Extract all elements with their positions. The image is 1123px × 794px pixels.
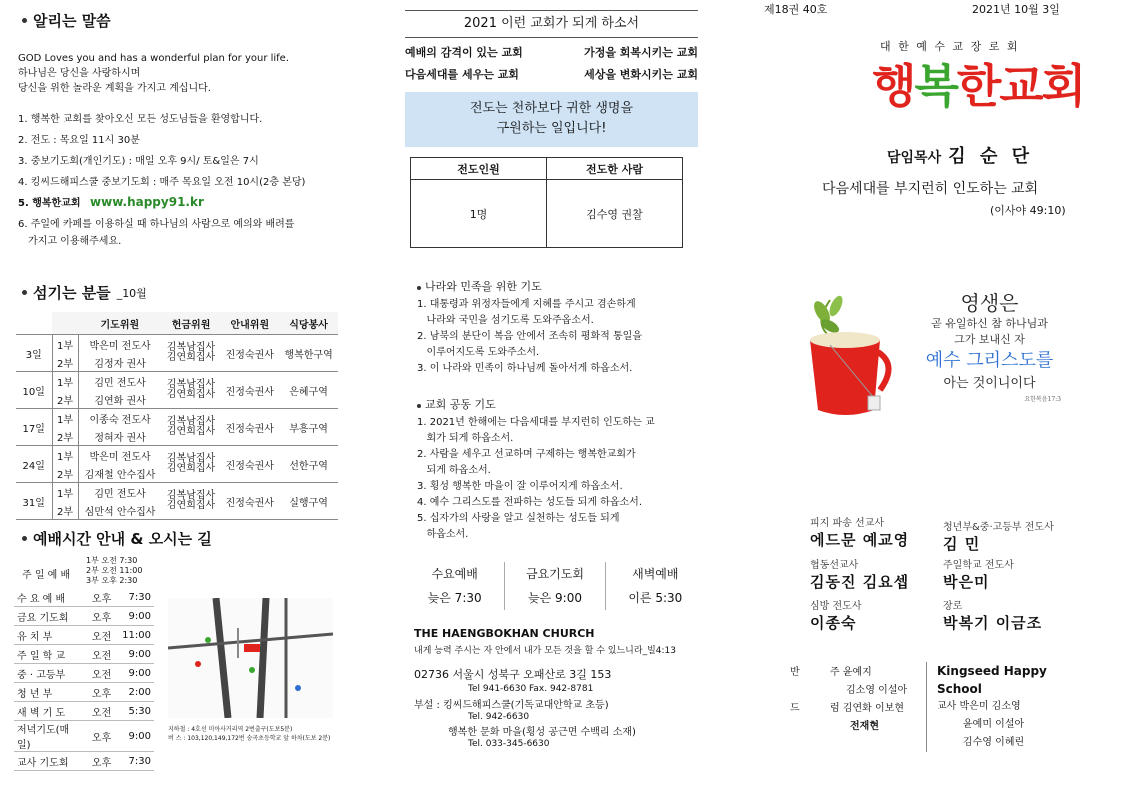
prayer-cell: 김민 전도사 (78, 483, 162, 502)
schedule-time: 5:30 (114, 702, 154, 721)
service-item (505, 562, 605, 610)
table-row (14, 752, 154, 771)
annex-phone: Tel. 033-345-6630 (468, 739, 550, 749)
prayer-cell: 김연화 권사 (94, 395, 146, 407)
staff-item: 장로 박복기 이금조 (943, 601, 1043, 632)
evangel-count: 1명 (411, 180, 547, 248)
offering-name: 김연희집사 (166, 352, 216, 363)
teacup-icon (800, 290, 900, 425)
usher-cell: 진정숙권사 (220, 483, 279, 520)
schedule-period: 오후 (78, 683, 114, 702)
greeting-line: 하나님은 당신을 사랑하시며 (18, 68, 141, 79)
service-name: 금요기도회 (526, 567, 584, 581)
offering-cell (162, 483, 221, 520)
sunday-part: 2부 오전 11:00 (86, 566, 143, 575)
schedule-time: 2:00 (114, 683, 154, 702)
service-name: 수요예배 (431, 567, 478, 581)
prayer-line: 나라와 국민을 섬기도록 도와주옵소서. (417, 315, 594, 326)
table-row (16, 483, 338, 502)
map-image (168, 598, 333, 718)
staff-item: 주일학교 전도사 박은미 (943, 560, 1014, 591)
issue-date: 2021년 10월 3일 (972, 3, 1060, 16)
school-line: 윤예미 이설아 (963, 719, 1025, 730)
prayer-line: 5. 십자가의 사랑을 알고 실천하는 성도들 되게 (417, 513, 620, 524)
staff-item: 청년부&중·고등부 전도사 김 민 (943, 522, 1054, 553)
band-line: 전재현 (850, 721, 879, 732)
church-prayer (417, 397, 707, 543)
kitchen-cell: 은혜구역 (279, 372, 338, 409)
prayer-cell: 김정자 권사 (94, 358, 146, 370)
part-cell: 1부 (52, 335, 78, 354)
notice-item: 1. 행복한 교회를 찾아오신 모든 성도님들을 환영합니다. (18, 114, 263, 125)
sunday-parts (86, 556, 142, 586)
table-row (14, 664, 154, 683)
service-item (405, 562, 505, 610)
annex-name: 행복한 문화 마을(횡성 공근면 수백리 소재) (448, 727, 636, 738)
annex-name: 킹씨드해피스쿨(기독교대안학교 초등) (443, 700, 609, 711)
table-row (16, 335, 338, 354)
schedule-period: 오후 (78, 721, 114, 752)
part-cell: 2부 (52, 501, 78, 520)
church-phone: Tel 941-6630 Fax. 942-8781 (468, 684, 594, 694)
banner-line: 전도는 천하보다 귀한 생명을 (469, 101, 634, 116)
prayer-line: 회가 되게 하옵소서. (417, 433, 514, 444)
schedule-period: 오전 (78, 702, 114, 721)
calligraphy-line: 곧 유일하신 참 하나님과 (931, 317, 1048, 330)
kitchen-cell: 부흥구역 (279, 409, 338, 446)
offering-name: 김복남집사 (166, 342, 216, 353)
servers-table (16, 312, 338, 520)
schedule-name: 주 일 학 교 (14, 645, 78, 664)
bullet-icon (22, 18, 27, 23)
schedule-time: 7:30 (114, 588, 154, 607)
prayer-cell: 김재철 안수집사 (84, 469, 156, 481)
calligraphy-verse (912, 290, 1067, 425)
prayer-cell: 박은미 전도사 (78, 335, 162, 354)
school-line: 김수영 이혜린 (963, 737, 1025, 748)
prayer-cell: 박은미 전도사 (78, 446, 162, 465)
pastor-name: 김 순 단 (948, 146, 1033, 167)
schedule-period: 오후 (78, 752, 114, 771)
annex-label: 부설 : (414, 700, 440, 711)
schedule-period: 오후 (78, 588, 114, 607)
denomination: 대 한 예 수 교 장 로 회 (880, 40, 1020, 53)
bible-verse: 내게 능력 주시는 자 안에서 내가 모든 것을 할 수 있느니라_빌4:13 (414, 646, 676, 656)
kitchen-cell: 행복한구역 (279, 335, 338, 372)
column-header: 안내위원 (220, 312, 279, 335)
schedule-period: 오전 (78, 645, 114, 664)
notice-item: 4. 킹씨드해피스쿨 중보기도회 : 매주 목요일 오전 10시(2층 본당) (18, 177, 306, 188)
prayer-line: 2. 남북의 분단이 복음 안에서 조속히 평화적 통일을 (417, 331, 642, 342)
part-cell: 1부 (52, 409, 78, 428)
schedule-name: 새 벽 기 도 (14, 702, 78, 721)
motto-title: 2021 이런 교회가 되게 하소서 (405, 10, 698, 38)
notice-item (18, 194, 338, 209)
notice-title: 알리는 말씀 (22, 10, 111, 31)
prayer-cell: 정혀자 권사 (94, 432, 146, 444)
service-times (405, 562, 705, 610)
band-members (790, 664, 925, 734)
greeting (18, 51, 289, 96)
table-row (16, 372, 338, 391)
worship-title: 예배시간 안내 & 오시는 길 (22, 528, 212, 549)
church-english-name: THE HAENGBOKHAN CHURCH (414, 627, 595, 640)
schedule-period: 오후 (78, 607, 114, 626)
offering-name: 김연희집사 (166, 500, 216, 511)
service-item (606, 562, 705, 610)
evangel-table (410, 157, 683, 248)
band-line: 럼 김연화 이보현 (830, 703, 904, 714)
church-contact (414, 627, 714, 749)
church-prayer-title: 교회 공동 기도 (417, 397, 707, 413)
week-cell: 24일 (16, 446, 52, 483)
schedule-name: 저녁기도(매일) (14, 721, 78, 752)
service-time: 늦은 7:30 (427, 591, 482, 605)
offering-name: 김연희집사 (166, 463, 216, 474)
school-title: Kingseed Happy School (937, 664, 1047, 696)
column-header: 전도한 사람 (547, 158, 683, 180)
school-line: 교사 박은미 김소영 (937, 701, 1021, 712)
motto-item: 다음세대를 세우는 교회 (405, 68, 519, 81)
offering-name: 김복남집사 (166, 416, 216, 427)
notice-item: 3. 중보기도회(개인기도) : 매일 오후 9시/ 토&일은 7시 (18, 156, 259, 167)
banner-line: 구원하는 일입니다! (496, 121, 607, 136)
offering-name: 김복남집사 (166, 490, 216, 501)
schedule-name: 금요 기도회 (14, 607, 78, 626)
church-logo (872, 56, 1084, 116)
week-cell: 17일 (16, 409, 52, 446)
motto-item: 세상을 변화시키는 교회 (584, 68, 698, 81)
notice-label: 5. 행복한교회 (18, 198, 81, 209)
bullet-icon (417, 404, 421, 408)
part-cell: 2부 (52, 353, 78, 372)
offering-cell (162, 409, 221, 446)
part-cell: 2부 (52, 464, 78, 483)
motto-item: 가정을 회복시키는 교회 (584, 46, 698, 59)
band-letter: 반 (790, 667, 800, 678)
nation-prayer-title: 나라와 민족을 위한 기도 (417, 279, 707, 295)
offering-name: 김연희집사 (166, 389, 216, 400)
week-cell: 10일 (16, 372, 52, 409)
sunday-label: 주 일 예 배 (22, 570, 71, 581)
part-cell: 1부 (52, 372, 78, 391)
pastor (887, 142, 1033, 168)
column-header: 기도위원 (78, 312, 162, 335)
prayer-line: 1. 대통령과 위정자들에게 지혜를 주시고 겸손하게 (417, 299, 636, 310)
prayer-line: 하옵소서. (417, 529, 469, 540)
prayer-cell: 김민 전도사 (78, 372, 162, 391)
table-row (14, 702, 154, 721)
map-caption (168, 725, 333, 743)
prayer-line: 3. 횡성 행복한 마을이 잘 이루어지게 하옵소서. (417, 481, 623, 492)
greeting-line: 당신을 위한 놀라운 계획을 가지고 계십니다. (18, 83, 211, 94)
calligraphy-reference: 요한복음17:3 (1024, 396, 1061, 403)
column-header: 전도인원 (411, 158, 547, 180)
greeting-line: GOD Loves you and has a wonderful plan for your life. (18, 53, 290, 64)
part-cell: 2부 (52, 390, 78, 409)
staff-item: 심방 전도사 이종숙 (810, 601, 862, 632)
table-row (14, 721, 154, 752)
prayer-line: 이루어지도록 도와주소서. (417, 347, 540, 358)
offering-cell (162, 372, 221, 409)
usher-cell: 진정숙권사 (220, 409, 279, 446)
map-caption-line: 버 스 : 103,120,149,172번 숭곡초등학교 앞 하차(도보 2분) (168, 735, 331, 742)
sunday-part: 1부 오전 7:30 (86, 556, 138, 565)
evangel-person: 김수영 권찰 (547, 180, 683, 248)
prayer-cell: 심만석 안수집사 (84, 506, 156, 518)
offering-name: 김연희집사 (166, 426, 216, 437)
service-time: 늦은 9:00 (528, 591, 582, 605)
schedule-time: 9:00 (114, 607, 154, 626)
table-row (14, 588, 154, 607)
calligraphy-line: 영생은 (960, 291, 1019, 315)
prayer-line: 3. 이 나라와 민족이 하나님께 돌아서게 하옵소서. (417, 363, 633, 374)
schedule-name: 교사 기도회 (14, 752, 78, 771)
evangel-banner (405, 92, 698, 147)
notice-item: 가지고 이용해주세요. (28, 236, 122, 247)
schedule-period: 오전 (78, 626, 114, 645)
schedule-time: 7:30 (114, 752, 154, 771)
logo-char: 행 (872, 59, 915, 113)
band-letter: 드 (790, 703, 800, 714)
schedule-name: 청 년 부 (14, 683, 78, 702)
bullet-icon (22, 536, 27, 541)
prayer-line: 1. 2021년 한해에는 다음세대를 부지런히 인도하는 교 (417, 417, 655, 428)
bullet-icon (417, 286, 421, 290)
teacup-illustration (800, 290, 900, 425)
issue-volume: 제18권 40호 (764, 3, 828, 16)
logo-char: 복 (914, 59, 957, 113)
pastor-label: 담임목사 (887, 150, 942, 166)
schedule-name: 유 치 부 (14, 626, 78, 645)
table-row (14, 645, 154, 664)
calligraphy-line: 그가 보내신 자 (954, 333, 1025, 346)
schedule-table (14, 588, 154, 771)
schedule-name: 중 · 고등부 (14, 664, 78, 683)
kitchen-cell: 실행구역 (279, 483, 338, 520)
church-website-link[interactable]: www.happy91.kr (90, 195, 204, 209)
kitchen-cell: 선한구역 (279, 446, 338, 483)
usher-cell: 진정숙권사 (220, 446, 279, 483)
schedule-period: 오전 (78, 664, 114, 683)
directions-map (168, 598, 333, 742)
schedule-time: 9:00 (114, 645, 154, 664)
offering-name: 김복남집사 (166, 379, 216, 390)
vision-reference: (이사야 49:10) (990, 204, 1066, 217)
annex-phone: Tel. 942-6630 (468, 712, 530, 722)
calligraphy-line: 아는 것이니이다 (943, 376, 1036, 391)
service-time: 이른 5:30 (628, 591, 683, 605)
week-cell: 31일 (16, 483, 52, 520)
prayer-cell: 이종숙 전도사 (78, 409, 162, 428)
prayer-line: 되게 하옵소서. (417, 465, 491, 476)
offering-cell (162, 335, 221, 372)
offering-name: 김복남집사 (166, 453, 216, 464)
column-header: 헌금위원 (162, 312, 221, 335)
table-row (14, 607, 154, 626)
table-row (14, 683, 154, 702)
prayer-line: 4. 예수 그리스도를 전파하는 성도들 되게 하옵소서. (417, 497, 642, 508)
schedule-time: 9:00 (114, 721, 154, 752)
school-teachers (926, 662, 1077, 752)
usher-cell: 진정숙권사 (220, 372, 279, 409)
notice-item: 6. 주일에 카페를 이용하실 때 하나님의 사람으로 예의와 배려를 (18, 219, 295, 230)
logo-char: 한교회 (956, 59, 1085, 113)
servers-title: 섬기는 분들 _10월 (22, 282, 147, 303)
staff-list (810, 514, 1080, 634)
notice-item: 2. 전도 : 목요일 11시 30분 (18, 135, 140, 146)
staff-item: 협동선교사 김동진 김요셉 (810, 560, 910, 591)
service-name: 새벽예배 (632, 567, 679, 581)
offering-cell (162, 446, 221, 483)
motto-list (405, 44, 698, 88)
table-row (14, 626, 154, 645)
sunday-part: 3부 오후 2:30 (86, 576, 138, 585)
schedule-name: 수 요 예 배 (14, 588, 78, 607)
band-line: 김소영 이설아 (846, 685, 908, 696)
church-address: 02736 서울시 성북구 오패산로 3길 153 (414, 668, 612, 681)
vision-statement: 다음세대를 부지런히 인도하는 교회 (822, 181, 1039, 197)
prayer-line: 2. 사람을 세우고 선교하며 구제하는 행복한교회가 (417, 449, 636, 460)
schedule-time: 11:00 (114, 626, 154, 645)
part-cell: 2부 (52, 427, 78, 446)
table-row (16, 446, 338, 465)
notice-list (18, 110, 338, 253)
sunday-service (18, 556, 158, 590)
part-cell: 1부 (52, 446, 78, 465)
week-cell: 3일 (16, 335, 52, 372)
column-header: 식당봉사 (279, 312, 338, 335)
bullet-icon (22, 290, 27, 295)
part-cell: 1부 (52, 483, 78, 502)
table-row (16, 409, 338, 428)
usher-cell: 진정숙권사 (220, 335, 279, 372)
nation-prayer (417, 279, 707, 377)
calligraphy-line: 예수 그리스도를 (925, 350, 1054, 371)
map-caption-line: 지하철 : 4호선 미아사거리역 2번출구(도보5분) (168, 726, 293, 733)
motto-item: 예배의 감격이 있는 교회 (405, 46, 523, 59)
schedule-time: 9:00 (114, 664, 154, 683)
band-line: 주 윤예지 (830, 667, 872, 678)
staff-item: 피지 파송 선교사 에드문 예교영 (810, 518, 910, 549)
